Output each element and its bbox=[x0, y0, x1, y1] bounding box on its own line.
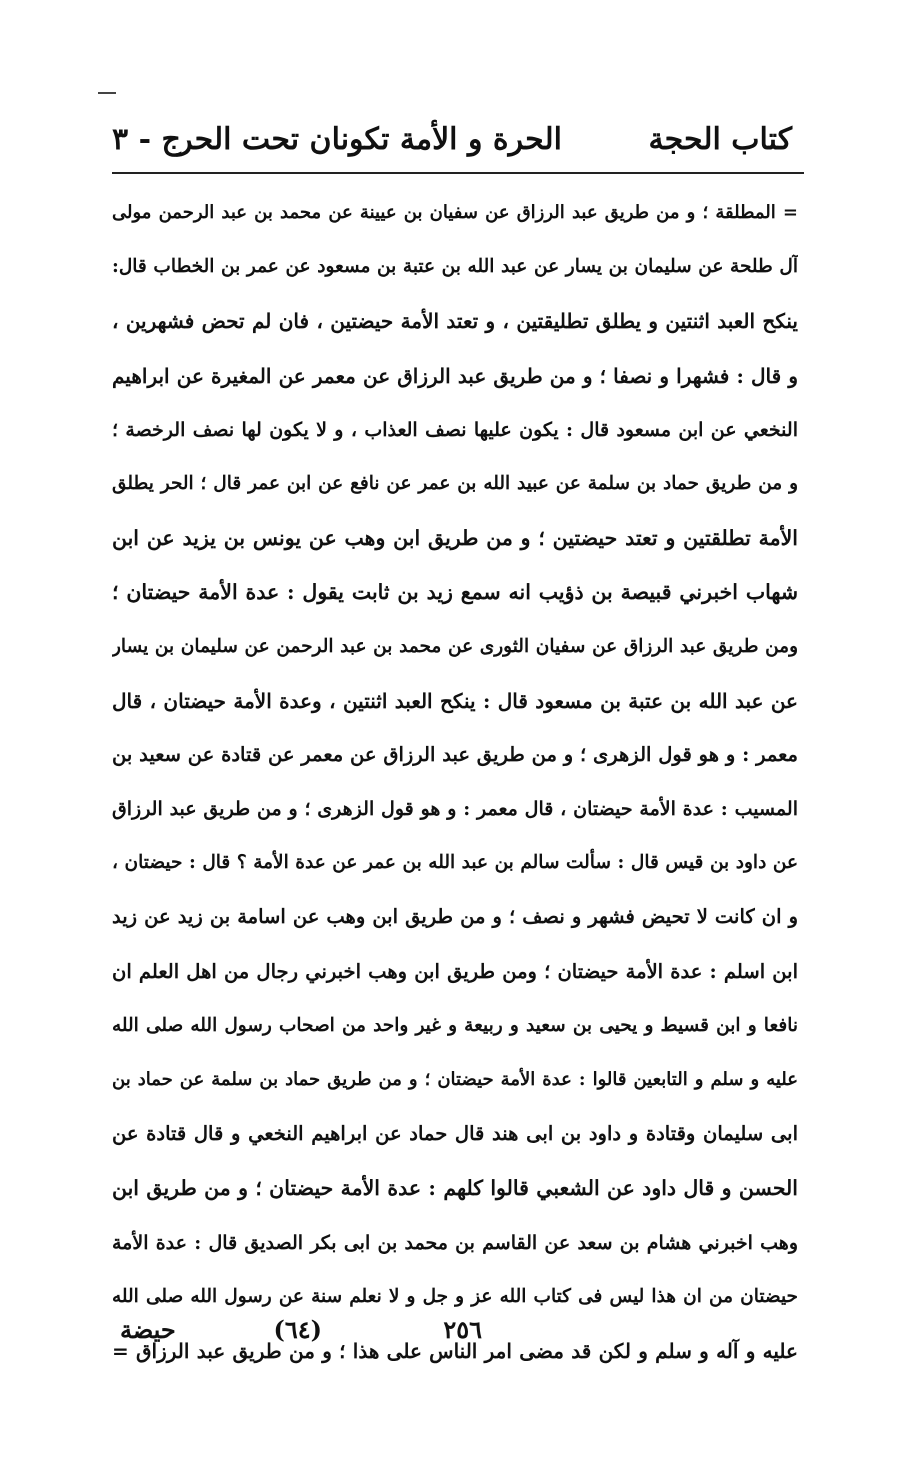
text-line: معمر : و هو قول الزهرى ؛ و من طريق عبد الرزاق عن معمر عن قتادة عن سعيد بن bbox=[112, 742, 798, 766]
running-header bbox=[112, 118, 792, 162]
text-line: ابن اسلم : عدة الأمة حيضتان ؛ ومن طريق ابن وهب اخبرني رجال من اهل العلم ان bbox=[112, 959, 798, 983]
catchword: حيضة bbox=[120, 1315, 176, 1344]
text-line: و قال : فشهرا و نصفا ؛ و من طريق عبد الرزاق عن معمر عن المغيرة عن ابراهيم bbox=[112, 363, 798, 388]
text-line: نافعا و ابن قسيط و يحيى بن سعيد و ربيعة و غير واحد من اصحاب رسول الله صلى الله bbox=[112, 1014, 798, 1036]
text-line: وهب اخبرني هشام بن سعد عن القاسم بن محمد بن ابى بكر الصديق قال : عدة الأمة bbox=[112, 1231, 798, 1254]
section-number: (٦٤) bbox=[273, 1315, 322, 1344]
stray-mark bbox=[98, 92, 116, 94]
body-text bbox=[112, 186, 798, 1378]
text-line: الأمة تطلقتين و تعتد حيضتين ؛ و من طريق ابن وهب عن يونس بن يزيد عن ابن bbox=[112, 526, 798, 551]
text-line: ومن طريق عبد الرزاق عن سفيان الثورى عن محمد بن عبد الرحمن عن سليمان بن يسار bbox=[112, 635, 798, 657]
text-line: ابى سليمان وقتادة و داود بن ابى هند قال حماد عن ابراهيم النخعي و قال قتادة عن bbox=[112, 1122, 798, 1146]
text-line: عن داود بن قيس قال : سألت سالم بن عبد الله بن عمر عن عدة الأمة ؟ قال : حيضتان ، bbox=[112, 852, 798, 874]
text-line: عليه و سلم و التابعين قالوا : عدة الأمة حيضتان ؛ و من طريق حماد بن سلمة عن حماد بن bbox=[112, 1069, 798, 1090]
book-title: كتاب الحجة bbox=[648, 122, 792, 157]
text-line: عن عبد الله بن عتبة بن مسعود قال : ينكح العبد اثنتين ، وعدة الأمة حيضتان ، قال bbox=[112, 688, 798, 713]
text-line: آل طلحة عن سليمان بن يسار عن عبد الله بن عتبة بن مسعود عن عمر بن الخطاب قال: bbox=[112, 256, 798, 278]
page-number: ٢٥٦ bbox=[443, 1315, 482, 1344]
chapter-title: الحرة و الأمة تكونان تحت الحر bbox=[178, 122, 562, 157]
text-line: شهاب اخبرني قبيصة بن ذؤيب انه سمع زيد بن ثابت يقول : عدة الأمة حيضتان ؛ bbox=[112, 580, 798, 605]
page-footer bbox=[112, 1310, 798, 1350]
text-line: ينكح العبد اثنتين و يطلق تطليقتين ، و تعتد الأمة حيضتين ، فان لم تحض فشهرين ، bbox=[112, 309, 798, 334]
text-line: النخعي عن ابن مسعود قال : يكون عليها نصف العذاب ، و لا يكون لها نصف الرخصة ؛ bbox=[112, 418, 798, 441]
text-line: و من طريق حماد بن سلمة عن عبيد الله بن عمر عن نافع عن ابن عمر قال ؛ الحر يطلق bbox=[112, 472, 798, 494]
text-line: = المطلقة ؛ و من طريق عبد الرزاق عن سفيان بن عيينة عن محمد بن عبد الرحمن مولى bbox=[112, 202, 798, 223]
text-line: عليه و آله و سلم و لكن قد مضى امر الناس على هذا ؛ و من طريق عبد الرزاق = bbox=[112, 1338, 798, 1363]
header-rule bbox=[112, 172, 804, 174]
volume-number: ج - ٣ bbox=[112, 122, 181, 157]
text-line: و ان كانت لا تحيض فشهر و نصف ؛ و من طريق ابن وهب عن اسامة بن زيد عن زيد bbox=[112, 905, 798, 929]
text-line: الحسن و قال داود عن الشعبي قالوا كلهم : عدة الأمة حيضتان ؛ و من طريق ابن bbox=[112, 1176, 798, 1201]
text-line: المسيب : عدة الأمة حيضتان ، قال معمر : و هو قول الزهرى ؛ و من طريق عبد الرزاق bbox=[112, 798, 798, 821]
text-line: حيضتان من ان هذا ليس فى كتاب الله عز و جل و لا نعلم سنة عن رسول الله صلى الله bbox=[112, 1285, 798, 1307]
